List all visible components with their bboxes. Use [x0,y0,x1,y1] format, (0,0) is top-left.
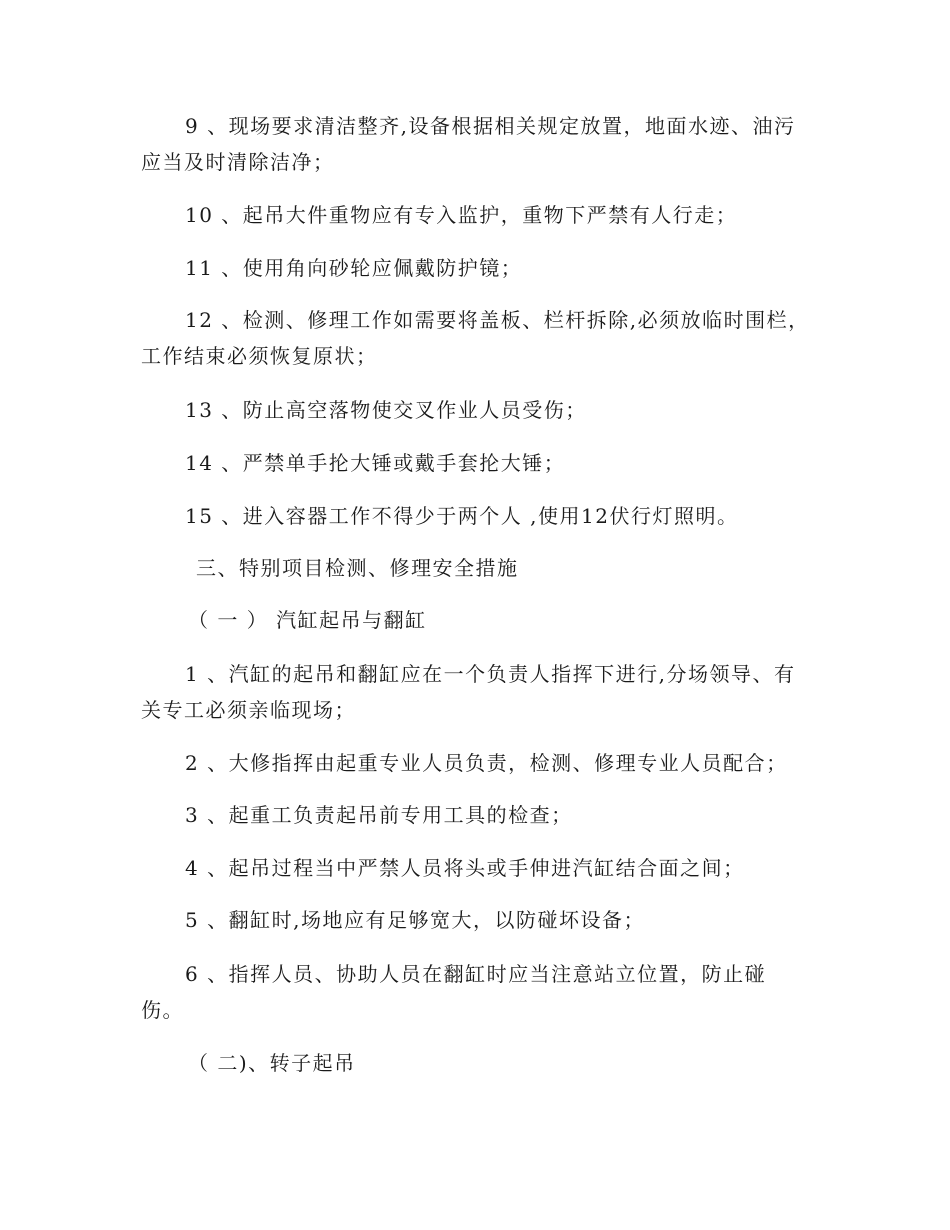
subsection-heading-1: （ 一 ） 汽缸起吊与翻缸 [188,608,427,632]
item-1-line-2: 关专工必须亲临现场； [141,698,356,722]
item-6-line-2: 伤。 [141,998,184,1022]
item-6-line-1: 6 、指挥人员、协助人员在翻缸时应当注意站立位置，防止碰 [185,962,767,986]
section-heading-3: 三、特别项目检测、修理安全措施 [196,556,519,580]
item-5: 5 、翻缸时,场地应有足够宽大，以防碰坏设备； [185,908,645,932]
item-10: 10 、起吊大件重物应有专入监护，重物下严禁有人行走； [185,203,738,227]
item-11: 11 、使用角向砂轮应佩戴防护镜； [185,256,523,280]
item-14: 14 、严禁单手抡大锤或戴手套抡大锤； [185,451,566,475]
item-12-line-2: 工作结束必须恢复原状； [141,344,378,368]
item-1-line-1: 1 、汽缸的起吊和翻缸应在一个负责人指挥下进行,分场领导、有 [185,662,796,686]
item-3: 3 、起重工负责起吊前专用工具的检查； [185,803,573,827]
item-12-line-1: 12 、检测、修理工作如需要将盖板、栏杆拆除,必须放临时围栏， [185,308,810,332]
item-9-line-2: 应当及时清除洁净； [141,150,335,174]
item-2: 2 、大修指挥由起重专业人员负责，检测、修理专业人员配合； [185,751,788,775]
item-13: 13 、防止高空落物使交叉作业人员受伤； [185,398,587,422]
item-15: 15 、进入容器工作不得少于两个人 ,使用12伏行灯照明。 [185,504,739,528]
subsection-heading-2: （ 二)、转子起吊 [188,1051,356,1075]
item-9-line-1: 9 、现场要求清洁整齐,设备根据相关规定放置，地面水迹、油污 [185,114,796,138]
item-4: 4 、起吊过程当中严禁人员将头或手伸进汽缸结合面之间； [185,856,745,880]
